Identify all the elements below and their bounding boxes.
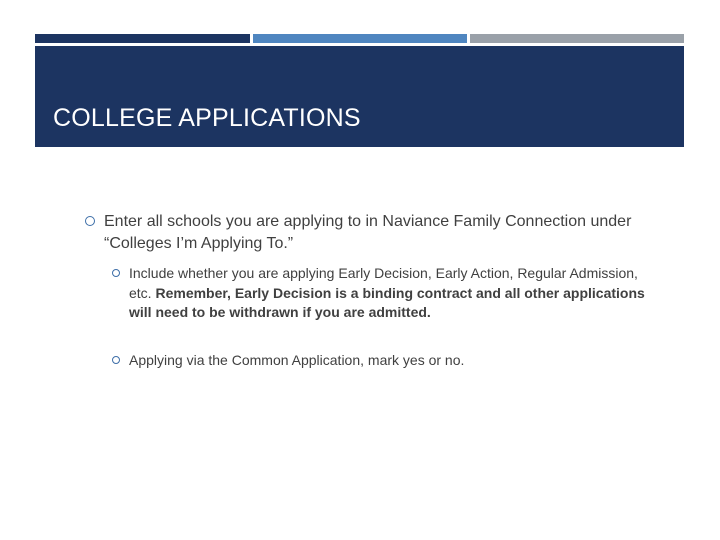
bullet-text-2-bold: Remember, Early Decision is a binding contract and all other applications will need to be withdrawn if you are admitted.: [129, 284, 645, 320]
accent-bar-gray: [470, 34, 684, 43]
accent-bar-light-blue: [253, 34, 467, 43]
circle-bullet-icon: [112, 269, 120, 277]
bullet-text-1: Enter all schools you are applying to in Naviance Family Connection under “Colleges I’m Applying To.”: [104, 213, 632, 252]
bullet-item-2: [112, 264, 652, 323]
slide-title: COLLEGE APPLICATIONS: [53, 104, 361, 132]
accent-bar-dark-blue: [35, 34, 250, 43]
bullet-item-1: [85, 211, 645, 255]
title-band: [35, 46, 684, 147]
circle-bullet-icon: [112, 356, 120, 364]
bullet-text-2: [129, 264, 652, 323]
bullet-text-3: Applying via the Common Application, mark yes or no.: [129, 352, 465, 368]
bullet-item-3: [112, 351, 652, 371]
bullet-text-2-regular: Include whether you are applying Early Decision, Early Action, Regular Admission, etc.: [129, 265, 638, 301]
circle-bullet-icon: [85, 216, 95, 226]
